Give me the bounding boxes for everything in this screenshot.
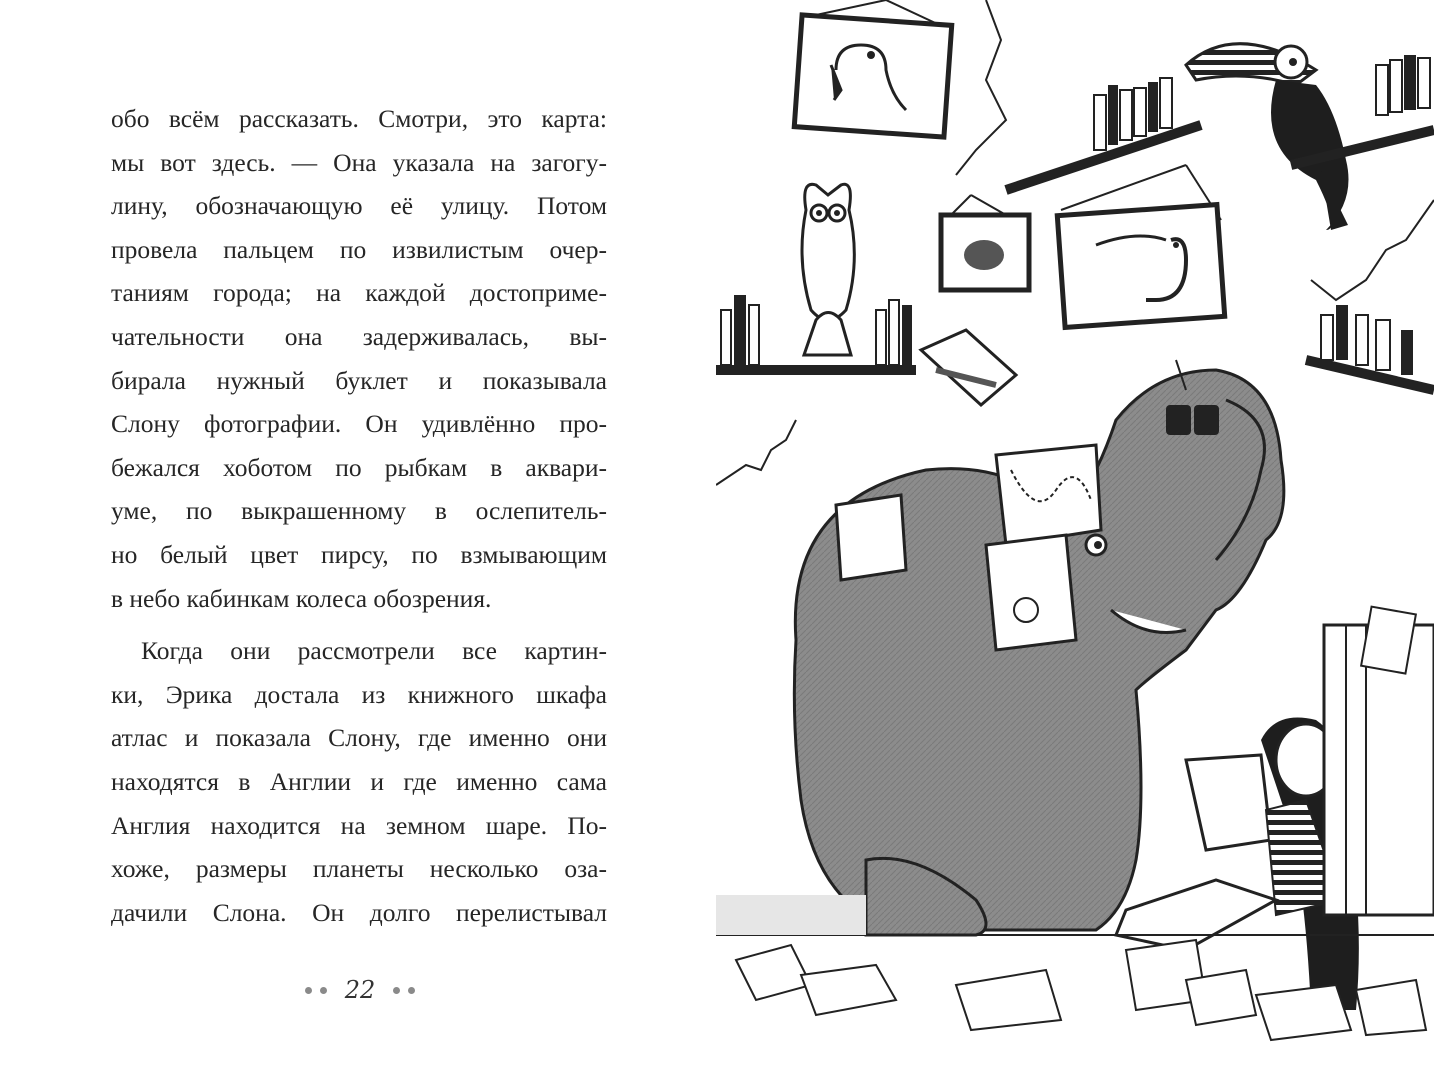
bookshelf-right-icon	[1306, 305, 1434, 390]
text-line: хоже, размеры планеты несколько оза-	[111, 854, 607, 884]
text-line: ки, Эрика достала из книжного шкафа	[111, 679, 607, 709]
text-line: бирала нужный буклет и показывала	[111, 365, 607, 395]
text-line: чательности она задерживалась, вы-	[111, 321, 607, 351]
illustration	[716, 0, 1434, 1080]
text-line: уме, по выкрашенному в ослепитель-	[111, 496, 607, 526]
text-line: провела пальцем по извилистым очер-	[111, 234, 607, 264]
open-book-icon	[921, 330, 1016, 405]
shelf-icon	[1006, 78, 1201, 190]
page-footer	[300, 970, 420, 1010]
paragraph-2	[111, 629, 607, 934]
picture-frame-icon	[941, 195, 1029, 290]
dot-icon	[393, 987, 400, 994]
body-text	[111, 97, 607, 934]
dot-icon	[408, 987, 415, 994]
text-line: мы вот здесь. — Она указала на загогу-	[111, 147, 607, 177]
map-brochure-icon	[996, 445, 1101, 545]
text-line: Слону фотографии. Он удивлённо про-	[111, 409, 607, 439]
text-line: но белый цвет пирсу, по взмывающим	[111, 539, 607, 569]
text-line: лину, обозначающую её улицу. Потом	[111, 191, 607, 221]
bird-portrait-icon	[1057, 165, 1224, 327]
wall-crack-line	[716, 420, 796, 485]
text-line: в небо кабинкам колеса обозрения.	[111, 583, 492, 613]
flamingo-portrait-icon	[794, 0, 951, 137]
wall-crack-line	[956, 0, 1006, 175]
right-page	[716, 0, 1434, 1080]
text-line: дачили Слона. Он долго перелистывал	[111, 897, 607, 927]
paragraph-1	[111, 97, 607, 620]
dot-icon	[305, 987, 312, 994]
page-number: 22	[344, 976, 376, 1004]
left-page	[0, 0, 716, 1080]
dot-icon	[320, 987, 327, 994]
owl-icon	[802, 184, 854, 355]
text-line: бежался хоботом по рыбкам в аквари-	[111, 452, 607, 482]
text-line: Англия находится на земном шаре. По-	[111, 810, 607, 840]
text-line: атлас и показала Слону, где именно они	[111, 723, 607, 753]
paragraph-gap	[111, 620, 607, 629]
text-line: Когда они рассмотрели все картин-	[141, 636, 607, 666]
text-line: находятся в Англии и где именно сама	[111, 766, 607, 796]
text-line: таниям города; на каждой достоприме-	[111, 278, 607, 308]
text-line: обо всём рассказать. Смотри, это карта:	[111, 104, 607, 133]
wall-pillar-icon	[1324, 607, 1434, 915]
toucan-icon	[1186, 44, 1434, 230]
